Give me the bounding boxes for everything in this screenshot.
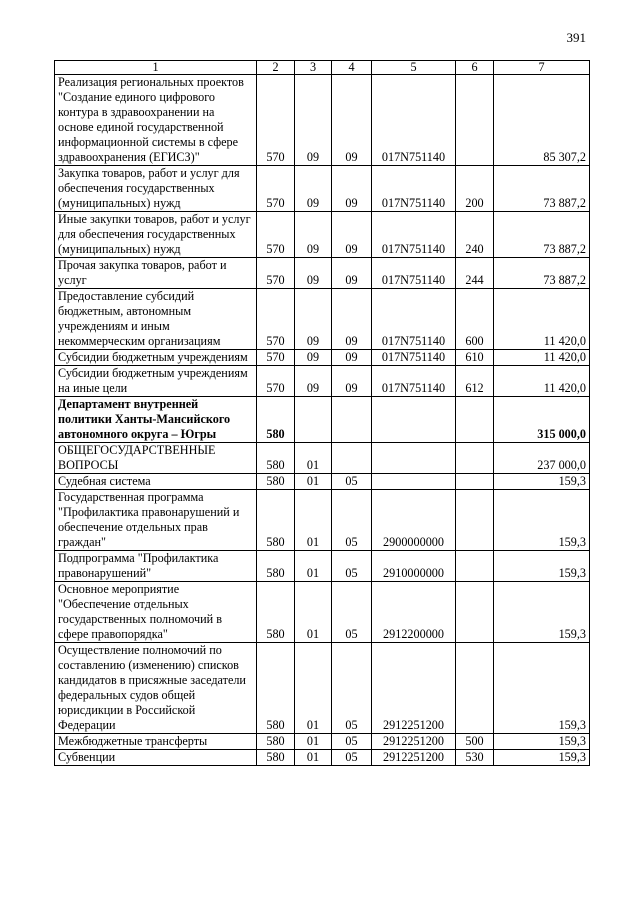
col3-cell: 01 [295,490,332,551]
col3-cell: 09 [295,212,332,258]
col2-cell: 580 [257,582,295,643]
table-row [55,734,590,750]
col7-cell: 159,3 [494,750,590,766]
col6-cell [456,443,494,474]
col7-cell: 11 420,0 [494,289,590,350]
col5-cell [372,474,456,490]
col4-cell: 05 [332,750,372,766]
col7-cell: 159,3 [494,734,590,750]
col2-cell: 580 [257,490,295,551]
col4-cell: 05 [332,643,372,734]
col3-cell: 09 [295,289,332,350]
col3-cell: 09 [295,350,332,366]
col7-cell: 159,3 [494,474,590,490]
col7-cell: 11 420,0 [494,350,590,366]
col6-cell [456,75,494,166]
table-row [55,551,590,582]
table-row [55,166,590,212]
col4-cell: 05 [332,582,372,643]
col6-cell: 612 [456,366,494,397]
col5-cell: 017N751140 [372,366,456,397]
col5-cell: 2912251200 [372,750,456,766]
col5-cell: 2900000000 [372,490,456,551]
table-row [55,212,590,258]
row-name-cell: Судебная система [55,474,257,490]
row-name-cell: Предоставление субсидий бюджетным, автономным учреждениям и иным некоммерческим организациям [55,289,257,350]
row-name-cell: Субсидии бюджетным учреждениям на иные цели [55,366,257,397]
row-name-cell: Субвенции [55,750,257,766]
col5-cell: 017N751140 [372,166,456,212]
col3-cell: 01 [295,474,332,490]
row-name-cell: Осуществление полномочий по составлению (изменению) списков кандидатов в присяжные заседатели федеральных судов общей юрисдикции в Российской Федерации [55,643,257,734]
table-row [55,443,590,474]
col7-cell: 73 887,2 [494,212,590,258]
col5-cell: 2912251200 [372,734,456,750]
col6-cell [456,490,494,551]
col4-cell [332,443,372,474]
col2-cell: 570 [257,366,295,397]
col5-cell: 2912200000 [372,582,456,643]
row-name-cell: Реализация региональных проектов "Создание единого цифрового контура в здравоохранении на основе единой государственной информационной системы в сфере здравоохранения (ЕГИСЗ)" [55,75,257,166]
col4-cell: 09 [332,166,372,212]
col5-cell [372,397,456,443]
col7-cell: 159,3 [494,551,590,582]
col6-cell [456,397,494,443]
row-name-cell: Департамент внутренней политики Ханты-Мансийского автономного округа – Югры [55,397,257,443]
row-name-cell: Иные закупки товаров, работ и услуг для обеспечения государственных (муниципальных) нужд [55,212,257,258]
col5-cell: 017N751140 [372,289,456,350]
col4-cell: 05 [332,490,372,551]
column-header: 5 [372,61,456,75]
col7-cell: 11 420,0 [494,366,590,397]
table-row [55,750,590,766]
table-row [55,75,590,166]
row-name-cell: Подпрограмма "Профилактика правонарушений" [55,551,257,582]
col7-cell: 73 887,2 [494,166,590,212]
col4-cell: 09 [332,212,372,258]
col5-cell: 017N751140 [372,350,456,366]
col3-cell: 01 [295,443,332,474]
col5-cell: 2912251200 [372,643,456,734]
col6-cell: 530 [456,750,494,766]
column-header: 7 [494,61,590,75]
col2-cell: 580 [257,734,295,750]
table-row [55,474,590,490]
row-name-cell: Государственная программа "Профилактика правонарушений и обеспечение отдельных прав граждан" [55,490,257,551]
table-header-row [55,61,590,75]
col4-cell: 09 [332,350,372,366]
col7-cell: 159,3 [494,643,590,734]
col6-cell: 500 [456,734,494,750]
table-row [55,289,590,350]
col7-cell: 85 307,2 [494,75,590,166]
col3-cell: 01 [295,734,332,750]
col2-cell: 580 [257,474,295,490]
col2-cell: 570 [257,75,295,166]
column-header: 2 [257,61,295,75]
row-name-cell: ОБЩЕГОСУДАРСТВЕННЫЕ ВОПРОСЫ [55,443,257,474]
col6-cell: 244 [456,258,494,289]
col4-cell: 09 [332,366,372,397]
page-number: 391 [566,30,586,45]
col6-cell [456,474,494,490]
table-row [55,350,590,366]
col7-cell: 315 000,0 [494,397,590,443]
col4-cell: 05 [332,474,372,490]
col3-cell: 09 [295,366,332,397]
col3-cell: 01 [295,582,332,643]
column-header: 6 [456,61,494,75]
col6-cell: 200 [456,166,494,212]
col2-cell: 580 [257,397,295,443]
row-name-cell: Закупка товаров, работ и услуг для обеспечения государственных (муниципальных) нужд [55,166,257,212]
col6-cell [456,551,494,582]
row-name-cell: Прочая закупка товаров, работ и услуг [55,258,257,289]
col4-cell: 09 [332,258,372,289]
row-name-cell: Субсидии бюджетным учреждениям [55,350,257,366]
col4-cell: 05 [332,734,372,750]
row-name-cell: Основное мероприятие "Обеспечение отдельных государственных полномочий в сфере правопорядка" [55,582,257,643]
col7-cell: 159,3 [494,582,590,643]
budget-table [54,60,590,766]
table-row [55,643,590,734]
column-header: 3 [295,61,332,75]
col7-cell: 237 000,0 [494,443,590,474]
col4-cell: 09 [332,289,372,350]
table-row [55,582,590,643]
col7-cell: 159,3 [494,490,590,551]
col2-cell: 580 [257,551,295,582]
col5-cell: 2910000000 [372,551,456,582]
col2-cell: 570 [257,289,295,350]
col2-cell: 570 [257,258,295,289]
col6-cell: 600 [456,289,494,350]
col4-cell [332,397,372,443]
col3-cell [295,397,332,443]
col6-cell: 610 [456,350,494,366]
col3-cell: 01 [295,750,332,766]
col2-cell: 580 [257,443,295,474]
col2-cell: 570 [257,166,295,212]
table-row [55,258,590,289]
col3-cell: 01 [295,551,332,582]
column-header: 1 [55,61,257,75]
col5-cell [372,443,456,474]
col5-cell: 017N751140 [372,75,456,166]
col5-cell: 017N751140 [372,212,456,258]
col6-cell [456,643,494,734]
col3-cell: 09 [295,75,332,166]
col5-cell: 017N751140 [372,258,456,289]
col2-cell: 570 [257,212,295,258]
col4-cell: 05 [332,551,372,582]
table-row [55,366,590,397]
table-row [55,490,590,551]
col2-cell: 580 [257,750,295,766]
col6-cell [456,582,494,643]
col6-cell: 240 [456,212,494,258]
col7-cell: 73 887,2 [494,258,590,289]
row-name-cell: Межбюджетные трансферты [55,734,257,750]
col3-cell: 01 [295,643,332,734]
table-row [55,397,590,443]
col2-cell: 570 [257,350,295,366]
col2-cell: 580 [257,643,295,734]
col3-cell: 09 [295,258,332,289]
column-header: 4 [332,61,372,75]
col3-cell: 09 [295,166,332,212]
col4-cell: 09 [332,75,372,166]
